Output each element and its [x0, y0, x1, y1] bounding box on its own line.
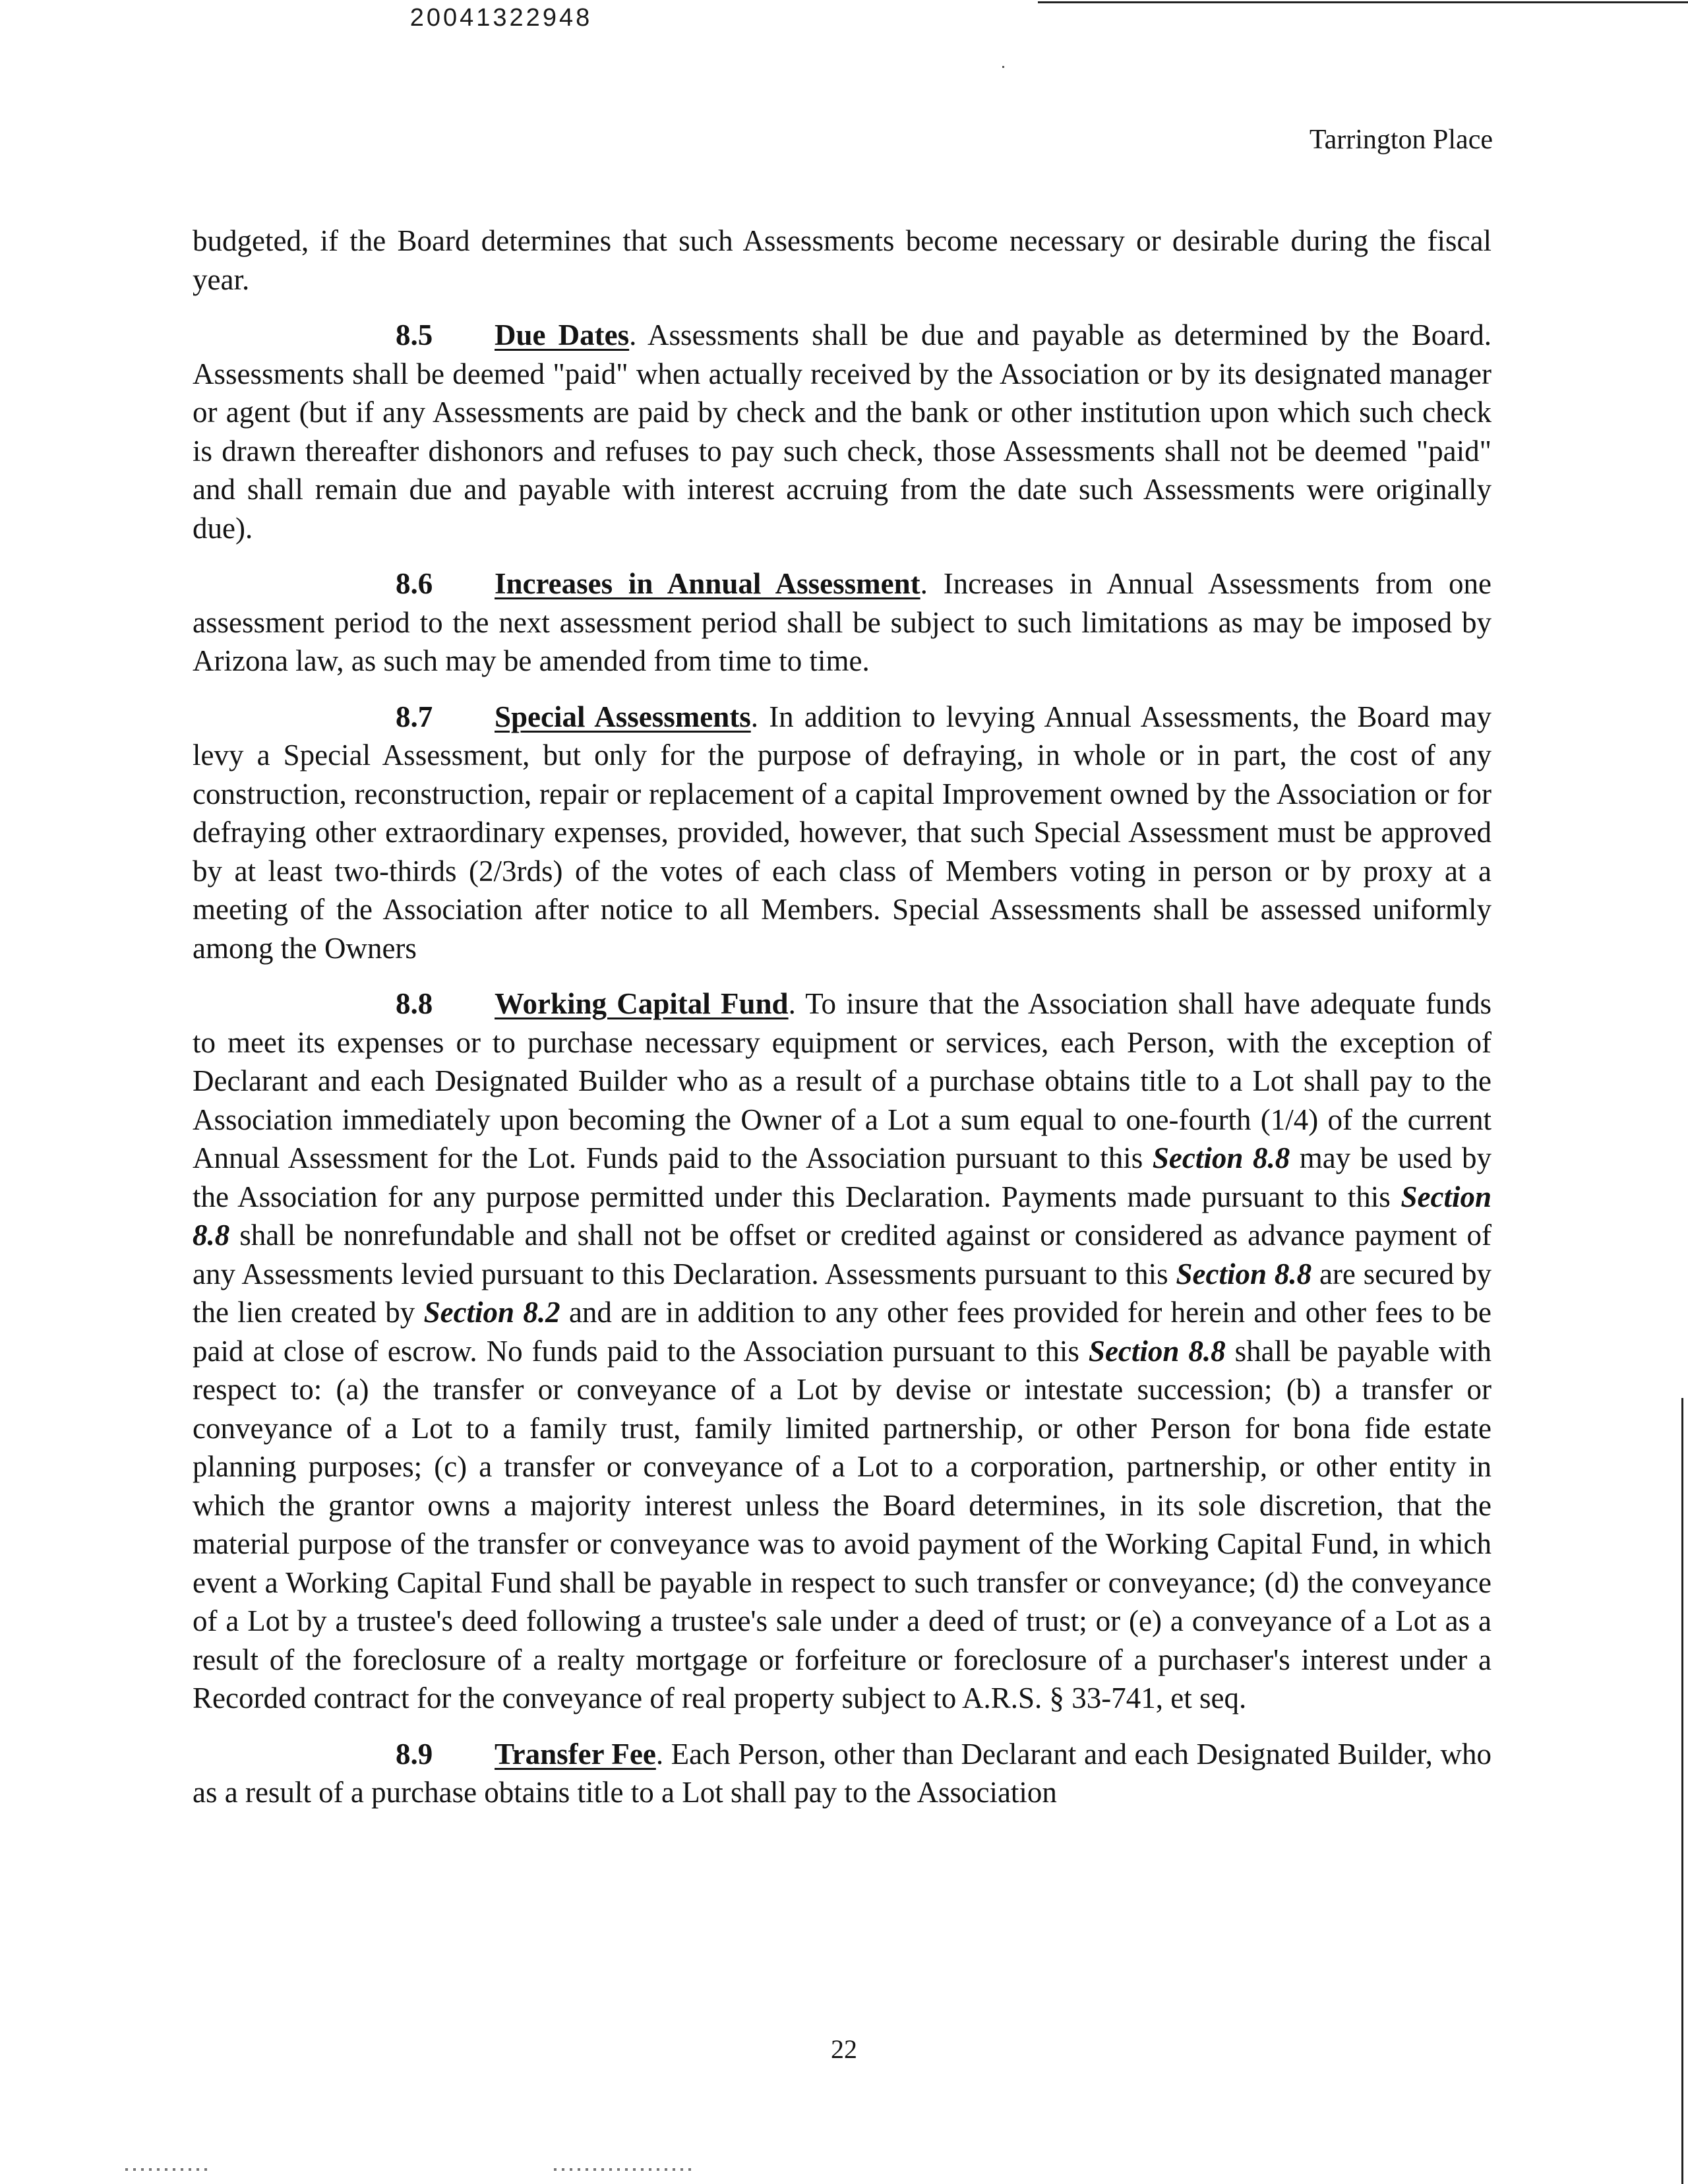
right-border-line: [1681, 1398, 1683, 2184]
page-number: 22: [831, 2034, 857, 2064]
section-text: . Assessments shall be due and payable as determined by the Board. Assessments shall be deemed "paid" when actually received by the Association or by its designated manager or agent (but if any Assessments are paid by check and the bank or other institution upon which such check is drawn thereafter dishonors and refuses to pay such check, those Assessments shall not be deemed "paid" and shall remain due and payable with interest accruing from the date such Assessments were originally due).: [193, 318, 1492, 545]
scan-speck: [1002, 66, 1004, 68]
section-8-8: [193, 985, 1492, 1718]
section-8-6: [193, 564, 1492, 681]
section-text: and are in addition to any other fees provided for herein and other fees to be paid at close of escrow. No funds paid to the Association pursuant to this: [193, 1296, 1492, 1368]
section-text: shall be payable with respect to: (a) the transfer or conveyance of a Lot by devise or intestate succession; (b) a transfer or conveyance of a Lot to a family trust, family limited partnership, or other Person for bona fide estate planning purposes; (c) a transfer or conveyance of a Lot to a corporation, partnership, or other entity in which the grantor owns a majority interest unless the Board determines, in its sole discretion, that the material purpose of the transfer or conveyance was to avoid payment of the Working Capital Fund, in which event a Working Capital Fund shall be payable in respect to such transfer or conveyance; (d) the conveyance of a Lot by a trustee's deed following a trustee's sale under a deed of trust; or (e) a conveyance of a Lot as a result of the foreclosure of a realty mortgage or forfeiture or foreclosure of a purchaser's interest under a Recorded contract for the conveyance of real property subject to A.R.S. § 33-741, et seq.: [193, 1334, 1492, 1714]
section-title: Transfer Fee: [495, 1737, 656, 1771]
section-number: 8.9: [396, 1737, 433, 1771]
section-reference: Section 8.8: [1088, 1334, 1226, 1368]
section-number: 8.5: [396, 318, 433, 351]
section-text: . To insure that the Association shall have adequate funds to meet its expenses or to purchase necessary equipment or services, each Person, with the exception of Declarant and each Designated Builder who as a result of a purchase obtains title to a Lot shall pay to the Association immediately upon becoming the Owner of a Lot a sum equal to one-fourth (1/4) of the current Annual Assessment for the Lot. Funds paid to the Association pursuant to this: [193, 987, 1492, 1174]
section-number: 8.8: [396, 987, 433, 1020]
scan-artifact: [554, 2168, 692, 2171]
section-8-9: [193, 1735, 1492, 1812]
section-reference: Section 8.8: [1176, 1257, 1312, 1290]
section-text: shall be nonrefundable and shall not be offset or credited against or considered as advance payment of any Assessments levied pursuant to this Declaration. Assessments pursuant to this: [193, 1219, 1492, 1290]
section-title: Special Assessments: [495, 700, 751, 733]
section-text: . In addition to levying Annual Assessments, the Board may levy a Special Assessment, but only for the purpose of defraying, in whole or in part, the cost of any construction, reconstruction, repair or replacement of a capital Improvement owned by the Association or for defraying other extraordinary expenses, provided, however, that such Special Assessment must be approved by at least two-thirds (2/3rds) of the votes of each class of Members voting in person or by proxy at a meeting of the Association after notice to all Members. Special Assessments shall be assessed uniformly among the Owners: [193, 700, 1492, 965]
section-reference: Section 8.2: [423, 1296, 560, 1329]
section-reference: Section 8.8: [193, 1180, 1492, 1252]
section-text: may be used by the Association for any purpose permitted under this Declaration. Payments made pursuant to this: [193, 1141, 1492, 1213]
section-number: 8.7: [396, 700, 433, 733]
section-8-7: [193, 698, 1492, 968]
scan-artifact: [125, 2168, 211, 2171]
top-border-line: [1038, 1, 1688, 3]
section-number: 8.6: [396, 567, 433, 600]
section-text: are secured by the lien created by: [193, 1257, 1492, 1329]
continuation-paragraph: budgeted, if the Board determines that such Assessments become necessary or desirable during the fiscal year.: [193, 224, 1492, 296]
running-header: Tarrington Place: [1309, 125, 1493, 155]
section-8-5: [193, 316, 1492, 547]
section-title: Increases in Annual Assessment: [495, 567, 920, 600]
section-text: . Increases in Annual Assessments from one assessment period to the next assessment period shall be subject to such limitations as may be imposed by Arizona law, as such may be amended from time to time.: [193, 567, 1492, 677]
document-recording-number: 20041322948: [409, 4, 593, 32]
document-body: [193, 222, 1492, 1829]
section-text: . Each Person, other than Declarant and each Designated Builder, who as a result of a purchase obtains title to a Lot shall pay to the Association: [193, 1737, 1492, 1809]
section-title: Due Dates: [495, 318, 630, 351]
section-reference: Section 8.8: [1152, 1141, 1290, 1174]
section-title: Working Capital Fund: [495, 987, 789, 1020]
